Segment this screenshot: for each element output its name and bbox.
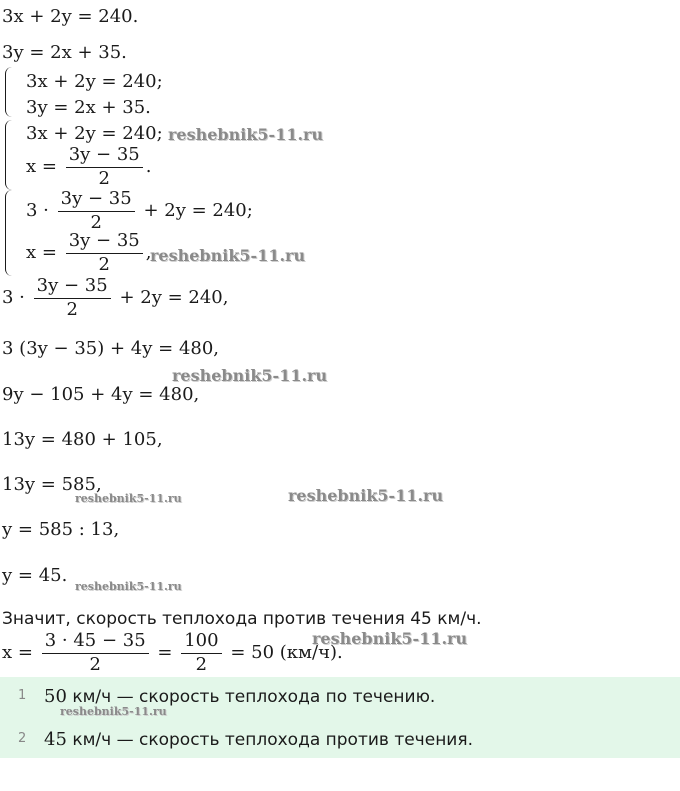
equation-2: 3y = 2x + 35. (2, 42, 127, 63)
equation-4: 9y − 105 + 4y = 480, (2, 384, 200, 405)
equation-8: y = 45. (2, 565, 68, 586)
equation-7: y = 585 : 13, (2, 519, 120, 540)
fraction: $\frac{3y - 35}{2}$ (66, 232, 143, 274)
equation-5: 13y = 480 + 105, (2, 429, 163, 450)
watermark: reshebnik5-11.ru (75, 492, 182, 505)
answer-index: 2 (18, 731, 27, 746)
system1-line1: 3x + 2y = 240; (26, 71, 163, 92)
system3-line2: x = $\frac{3y - 35}{2}$ , (26, 230, 152, 275)
equation-substitution: 3 · $\frac{3y - 35}{2}$ + 2y = 240, (2, 275, 229, 320)
answer-item (0, 720, 680, 758)
watermark: reshebnik5-11.ru (312, 629, 468, 648)
answer-text: 45 км/ч — скорость теплохода против течения. (44, 729, 473, 750)
answer-index: 1 (18, 688, 27, 703)
equation-3: 3 (3y − 35) + 4y = 480, (2, 338, 220, 359)
watermark: reshebnik5-11.ru (60, 705, 167, 718)
fraction: $\frac{3y - 35}{2}$ (58, 190, 135, 232)
system-brace (5, 67, 12, 117)
fraction: $\frac{3y - 35}{2}$ (34, 277, 111, 319)
equation-1: 3x + 2y = 240. (2, 6, 139, 27)
watermark: reshebnik5-11.ru (288, 486, 444, 505)
watermark: reshebnik5-11.ru (168, 125, 324, 144)
system-brace (5, 190, 12, 276)
system2-line1: 3x + 2y = 240; (26, 123, 163, 144)
watermark: reshebnik5-11.ru (150, 246, 306, 265)
fraction: $\frac{100}{2}$ (181, 632, 221, 674)
system2-line2: x = $\frac{3y - 35}{2}$ . (26, 144, 152, 189)
conclusion-text: Значит, скорость теплохода против течения 45 км/ч. (2, 609, 482, 629)
watermark: reshebnik5-11.ru (172, 366, 328, 385)
fraction: $\frac{3 \cdot 45 - 35}{2}$ (42, 632, 149, 674)
system1-line2: 3y = 2x + 35. (26, 97, 151, 118)
final-equation: x = $\frac{3 \cdot 45 - 35}{2}$ = $\frac{100}{2}$ = 50 (км/ч). (2, 630, 343, 675)
fraction: $\frac{3y - 35}{2}$ (66, 146, 143, 188)
equation-6: 13y = 585, (2, 474, 102, 495)
system3-line1: 3 · $\frac{3y - 35}{2}$ + 2y = 240; (26, 188, 253, 233)
watermark: reshebnik5-11.ru (75, 580, 182, 593)
system-brace (5, 120, 12, 190)
answer-text: 50 км/ч — скорость теплохода по течению. (44, 686, 436, 707)
